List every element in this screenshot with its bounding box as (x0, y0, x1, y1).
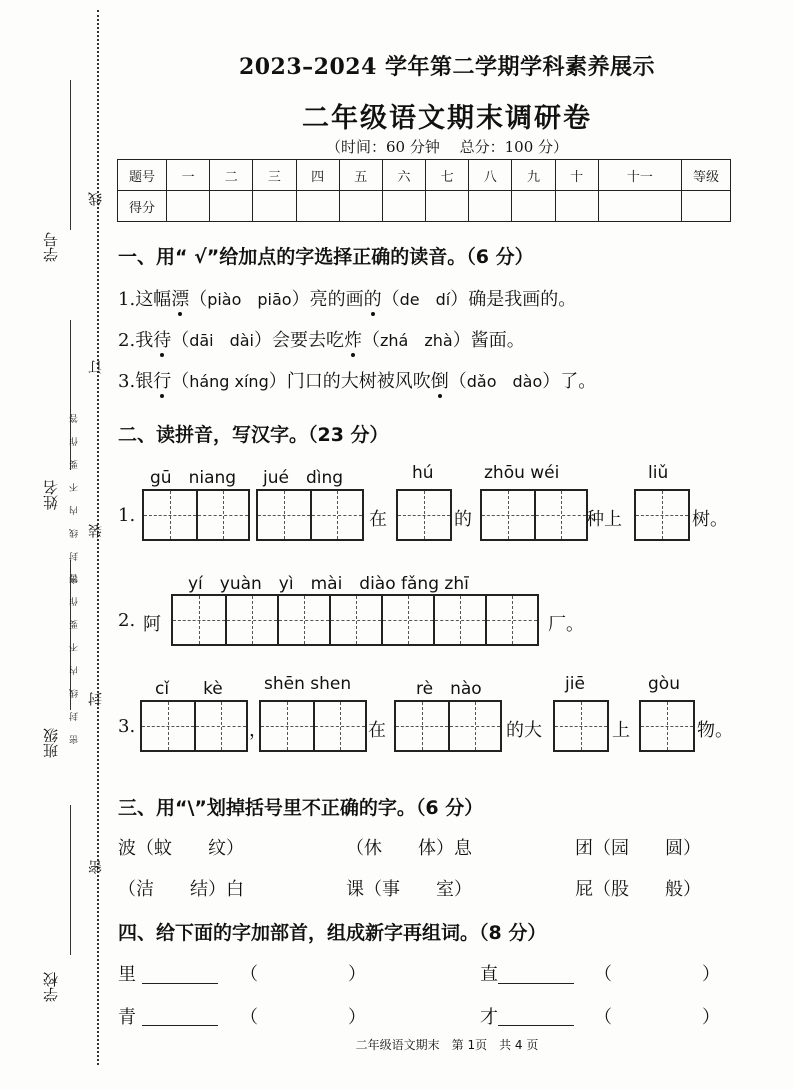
score-cell[interactable] (555, 191, 598, 222)
q-text: 我 (135, 330, 154, 351)
name-label: 姓名 (42, 480, 60, 510)
seal-word-ding: 订 (88, 360, 104, 374)
q-text: （ (362, 330, 381, 351)
word-paren[interactable]: （ ） (594, 964, 720, 985)
score-cell[interactable] (296, 191, 339, 222)
q-text: ）酱面。 (452, 330, 525, 351)
score-cell[interactable] (512, 191, 555, 222)
choice-item[interactable]: （休 体）息 (346, 838, 472, 859)
word-paren[interactable]: （ ） (240, 964, 366, 985)
score-cell[interactable] (339, 191, 382, 222)
q-number: 2. (118, 330, 136, 351)
score-cell[interactable] (253, 191, 296, 222)
pinyin-label: jiē (565, 674, 585, 694)
pinyin-label: gòu (648, 674, 680, 694)
sentence-word: 种上 (586, 509, 622, 530)
score-header-cell: 八 (469, 160, 512, 191)
answer-blank[interactable] (498, 1024, 574, 1026)
q-number: 3. (118, 371, 136, 392)
word-paren[interactable]: （ ） (240, 1007, 366, 1028)
score-header-cell: 九 (512, 160, 555, 191)
section1-question-3 (118, 367, 596, 393)
word-paren[interactable]: （ ） (594, 1007, 720, 1028)
q-text: ）了。 (542, 371, 597, 392)
writing-grid-gou[interactable] (639, 700, 695, 752)
seal-word-mi: 密 (88, 860, 104, 874)
base-char: 才 (480, 1007, 498, 1028)
score-header-cell: 十一 (598, 160, 681, 191)
section1-question-1 (118, 285, 576, 311)
sentence-word: 厂。 (548, 614, 584, 635)
pinyin-options[interactable]: piào piāo (207, 290, 292, 309)
q-text: （ (448, 371, 467, 392)
exam-subtitle: （时间：60 分钟 总分：100 分） (325, 138, 569, 156)
writing-grid-jueding[interactable] (256, 489, 364, 541)
section3-heading: 三、用“\”划掉括号里不正确的字。（6 分） (118, 797, 484, 819)
score-header-cell: 四 (296, 160, 339, 191)
q-number: 1. (118, 289, 136, 310)
score-header-cell: 十 (555, 160, 598, 191)
writing-grid-shenshen[interactable] (259, 700, 367, 752)
choice-item[interactable]: 波（蚊 纹） (118, 838, 244, 859)
dotted-char: 的 (363, 289, 382, 310)
score-cell[interactable] (598, 191, 681, 222)
sentence-word: 在 (369, 509, 387, 530)
pinyin-options[interactable]: dāi dài (189, 331, 255, 350)
q-text: 银 (135, 371, 154, 392)
pinyin-label: zhōu wéi (484, 463, 560, 483)
writing-grid-cike[interactable] (140, 700, 248, 752)
q-text: （ (189, 289, 208, 310)
pinyin-label: jué dìng (263, 468, 344, 488)
dotted-char: 倒 (430, 371, 449, 392)
choice-item[interactable]: （洁 结）白 (118, 879, 244, 900)
sentence-word: ， (249, 720, 267, 741)
exam-title-line2: 二年级语文期末调研卷 (302, 103, 592, 134)
pinyin-options[interactable]: de dí (399, 290, 451, 309)
row-number: 2. (118, 610, 136, 631)
row-number: 1. (118, 505, 136, 526)
student-id-label: 学号 (42, 232, 60, 262)
pinyin-label: gū niang (150, 468, 237, 488)
score-row-label: 得分 (118, 191, 167, 222)
score-header-cell: 一 (167, 160, 210, 191)
sentence-word: 上 (612, 720, 630, 741)
q-text: ）确是我画的。 (450, 289, 577, 310)
score-header-cell: 题号 (118, 160, 167, 191)
seal-notice-upper: 密封线内不要作答 (70, 400, 80, 584)
writing-grid-guniang[interactable] (142, 489, 250, 541)
seal-notice-lower: 密封线内不要作答 (70, 560, 80, 744)
dotted-char: 炸 (344, 330, 363, 351)
choice-item[interactable]: 团（园 圆） (575, 838, 701, 859)
q-text: ）会要去吃 (254, 330, 345, 351)
pinyin-label: hú (412, 463, 434, 483)
school-label: 学校 (42, 972, 60, 1002)
score-table-header-row (118, 160, 731, 191)
score-table (117, 159, 731, 222)
score-table-score-row (118, 191, 731, 222)
q-text: （ (171, 330, 190, 351)
seal-word-zhuang: 装 (88, 524, 104, 538)
writing-grid-renao[interactable] (394, 700, 502, 752)
seal-word-feng: 封 (88, 692, 104, 706)
pinyin-label: liǔ (648, 463, 669, 483)
student-id-line (70, 80, 71, 230)
sentence-word: 物。 (697, 720, 733, 741)
score-cell[interactable] (469, 191, 512, 222)
q-text: 这幅 (135, 289, 172, 310)
base-char: 青 (118, 1007, 136, 1028)
answer-blank[interactable] (142, 1024, 218, 1026)
pinyin-options[interactable]: háng xíng (189, 372, 269, 391)
score-header-cell: 六 (382, 160, 425, 191)
answer-blank[interactable] (498, 982, 574, 984)
writing-grid-hu[interactable] (396, 489, 452, 541)
class-label: 班级 (42, 728, 60, 758)
choice-item[interactable]: 课（事 室） (346, 879, 472, 900)
choice-item[interactable]: 屁（股 般） (575, 879, 701, 900)
q-text: （ (171, 371, 190, 392)
score-header-cell: 二 (210, 160, 253, 191)
section2-heading: 二、读拼音，写汉字。（23 分） (118, 424, 389, 446)
dotted-char: 行 (153, 371, 172, 392)
pinyin-label: cǐ kè (155, 679, 223, 699)
score-cell[interactable] (210, 191, 253, 222)
seal-word-xian: 线 (88, 192, 104, 206)
score-header-cell: 五 (339, 160, 382, 191)
base-char: 直 (480, 964, 498, 985)
school-line (70, 805, 71, 955)
section1-question-2 (118, 326, 525, 352)
score-cell[interactable] (167, 191, 210, 222)
row-number: 3. (118, 716, 136, 737)
score-cell[interactable] (426, 191, 469, 222)
pinyin-label: shēn shen (264, 674, 352, 694)
pinyin-options[interactable]: zhá zhà (380, 331, 453, 350)
pinyin-options[interactable]: dǎo dào (466, 372, 543, 391)
pinyin-label: yí yuàn yì mài diào fǎng zhī (188, 574, 469, 594)
sentence-word: 树。 (692, 509, 728, 530)
q-text: ）门口的大树被风吹 (268, 371, 431, 392)
sentence-word: 的大 (506, 720, 542, 741)
page-footer: 二年级语文期末 第 1页 共 4 页 (355, 1038, 539, 1052)
score-cell[interactable] (682, 191, 731, 222)
writing-grid-jie[interactable] (553, 700, 609, 752)
pinyin-label: rè nào (416, 679, 482, 699)
base-char: 里 (118, 964, 136, 985)
score-header-cell: 三 (253, 160, 296, 191)
dotted-char: 待 (153, 330, 172, 351)
dotted-char: 漂 (171, 289, 190, 310)
section1-heading: 一、用“ √”给加点的字选择正确的读音。（6 分） (118, 246, 534, 268)
sentence-word: 的 (454, 509, 472, 530)
exam-title-line1: 2023–2024 学年第二学期学科素养展示 (238, 54, 656, 80)
sentence-word: 在 (368, 720, 386, 741)
q-text: ）亮的画 (291, 289, 364, 310)
answer-blank[interactable] (142, 982, 218, 984)
q-text: （ (381, 289, 400, 310)
score-header-cell: 七 (426, 160, 469, 191)
score-header-cell: 等级 (682, 160, 731, 191)
sentence-word: 阿 (143, 614, 161, 635)
writing-grid-yiyuan-yimai-diaofangzhi[interactable] (171, 594, 539, 646)
writing-grid-liu[interactable] (634, 489, 690, 541)
score-cell[interactable] (382, 191, 425, 222)
section4-heading: 四、给下面的字加部首，组成新字再组词。（8 分） (118, 922, 547, 944)
writing-grid-zhouwei[interactable] (480, 489, 588, 541)
